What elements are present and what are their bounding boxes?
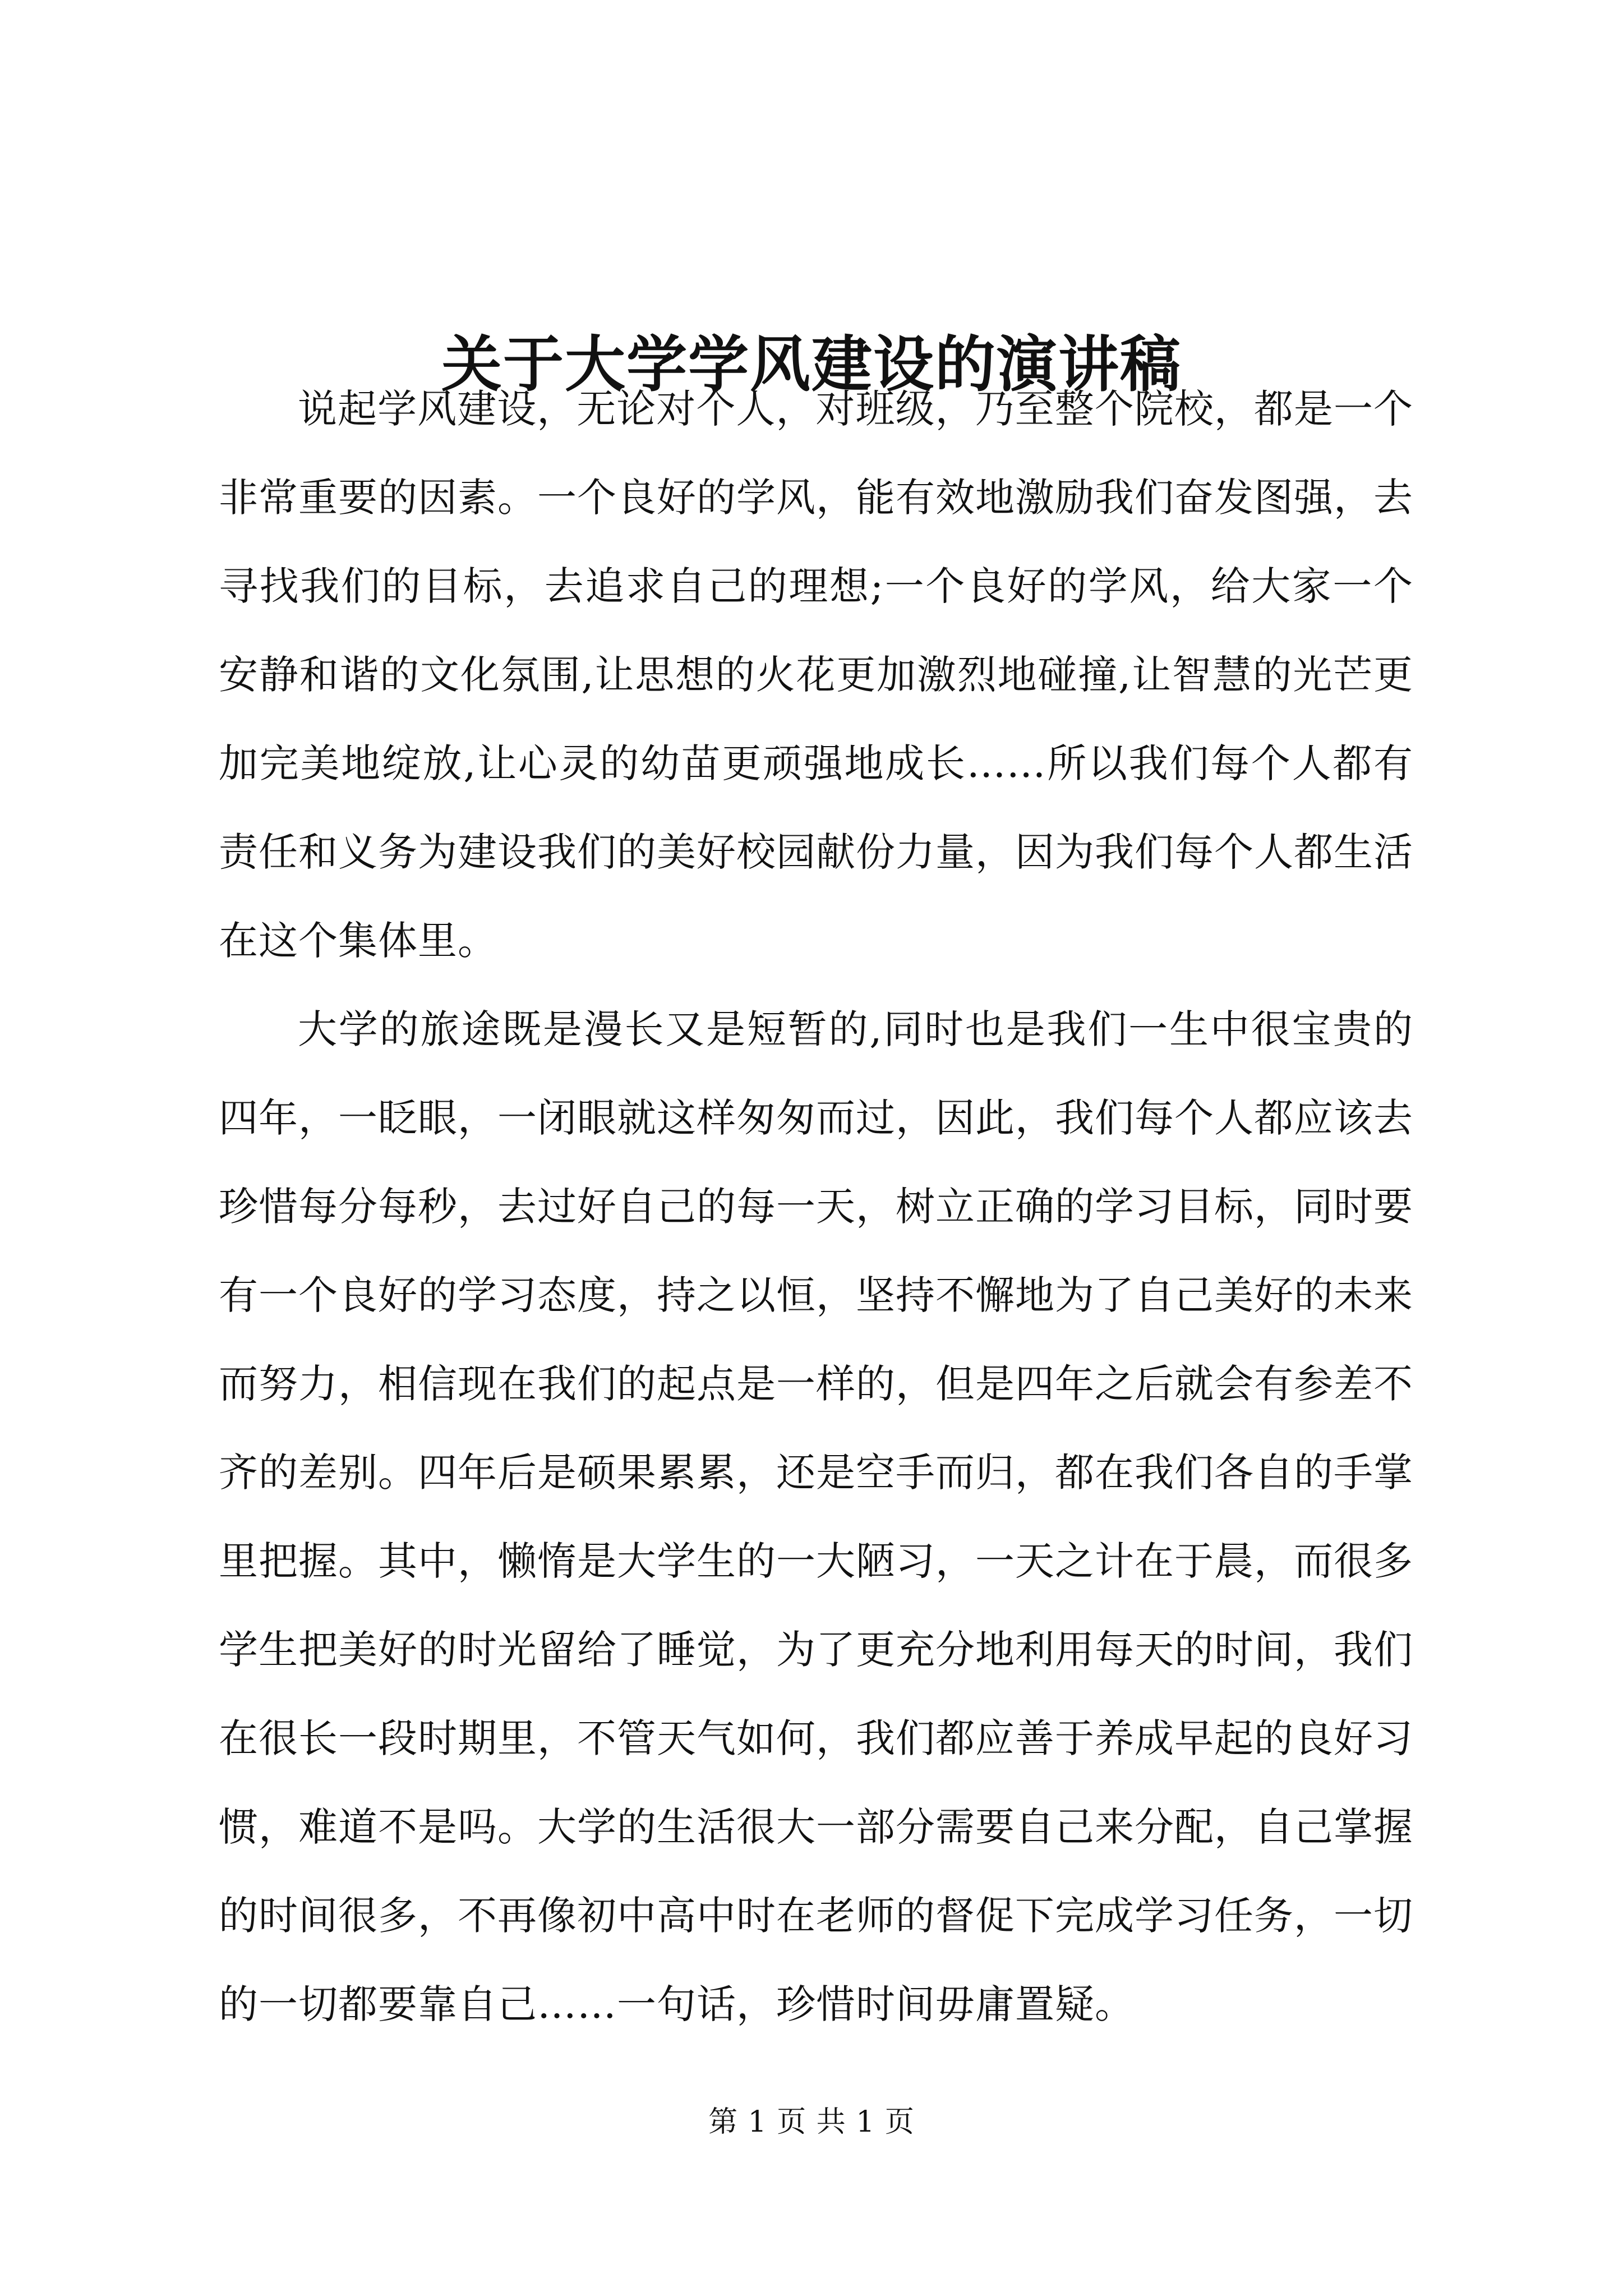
paragraph-2: 大学的旅途既是漫长又是短暂的,同时也是我们一生中很宝贵的四年，一眨眼，一闭眼就这样匆匆而过，因此，我们每个人都应该去珍惜每分每秒，去过好自己的每一天，树立正确的学习目标，同时要有一个良好的学习态度，持之以恒，坚持不懈地为了自己美好的未来而努力，相信现在我们的起点是一样的，但是四年之后就会有参差不齐的差别。四年后是硕果累累，还是空手而归，都在我们各自的手掌里把握。其中，懒惰是大学生的一大陋习，一天之计在于晨，而很多学生把美好的时光留给了睡觉，为了更充分地利用每天的时间，我们在很长一段时期里，不管天气如何，我们都应善于养成早起的良好习惯，难道不是吗。大学的生活很大一部分需要自己来分配，自己掌握的时间很多，不再像初中高中时在老师的督促下完成学习任务，一切的一切都要靠自己……一句话，珍惜时间毋庸置疑。 xyxy=(219,1006,1413,2027)
page-footer: 第 1 页 共 1 页 xyxy=(708,2105,915,2139)
document-title: 关于大学学风建设的演讲稿 xyxy=(441,329,1182,401)
paragraph-1: 说起学风建设，无论对个人，对班级，乃至整个院校，都是一个非常重要的因素。一个良好的学风，能有效地激励我们奋发图强，去寻找我们的目标，去追求自己的理想;一个良好的学风，给大家一个安静和谐的文化氛围,让思想的火花更加激烈地碰撞,让智慧的光芒更加完美地绽放,让心灵的幼苗更顽强地成长……所以我们每个人都有责任和义务为建设我们的美好校园献份力量，因为我们每个人都生活在这个集体里。 xyxy=(219,386,1413,964)
document-body xyxy=(219,365,1413,2049)
